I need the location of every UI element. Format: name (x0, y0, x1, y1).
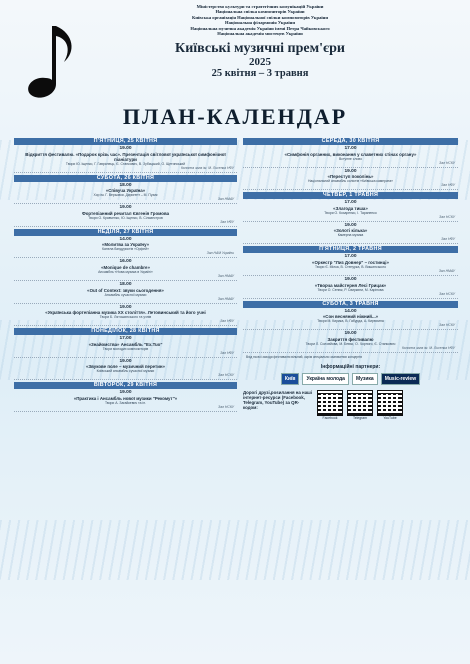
event-details: Київський ансамбль сучасної музики (96, 369, 155, 374)
event-name: «Переступ поколінь» (327, 174, 374, 180)
event-place: Зал НМАУ (438, 268, 455, 273)
festival-logo-note-icon (16, 18, 96, 108)
qr-label: YouTube (383, 415, 397, 420)
partner-logo-ukraina-moloda[interactable]: Україна молода (302, 373, 348, 385)
event-details: Твори О. Козаренко, І. Тараненко (324, 210, 377, 215)
plan-title: ПЛАН-КАЛЕНДАР (122, 104, 348, 129)
event-details: Твори Ю. Іщенко, Г. Гаврилець, Є. Станкович, В. Зубицький, О. Щетинський (65, 161, 186, 166)
event-place: Зал НСКУ (218, 373, 234, 378)
day-header: ЧЕТВЕР, 1 ТРАВНЯ (243, 192, 458, 199)
day-header: СЕРЕДА, 30 КВІТНЯ (243, 138, 458, 145)
event (14, 335, 237, 358)
event-name: «Співуча Україна» (105, 188, 146, 194)
event-name: Відкриття фестивалю. «Подарок крізь час». Презентація світлової української симфонічної піаніатури (25, 151, 226, 162)
event-place: Зал НСКУ (439, 160, 455, 165)
event-details: Твори А. Загайкевич та ін. (104, 400, 147, 405)
event-time: 18.00 (119, 281, 132, 287)
event-place: Колонна зала ім. М. Лисенка НФУ (401, 345, 455, 350)
qr-youtube[interactable] (377, 390, 403, 420)
event (243, 308, 458, 331)
social-section (243, 390, 458, 420)
qr-facebook[interactable] (317, 390, 343, 420)
event-time: 19.00 (344, 168, 357, 174)
day-block (243, 301, 458, 353)
event-name: «Сон весняний ніжний...» (322, 314, 379, 320)
decor-band (0, 520, 470, 580)
event (14, 258, 237, 281)
event (14, 358, 237, 381)
day-block (14, 175, 237, 227)
event (14, 304, 237, 327)
event-name: «Оркестр "Лиз Довнер" – гостинці» (312, 259, 389, 265)
event (14, 236, 237, 259)
event-time: 19.00 (344, 331, 357, 337)
day-header: П'ЯТНИЦЯ, 2 ТРАВНЯ (243, 246, 458, 253)
event-details: Твори Б. Лятошинського та учнів (99, 315, 152, 320)
event-name: «Знайомства» Ансамбль "Ex.Tuo" (88, 341, 163, 347)
event (14, 204, 237, 227)
event-time: 19.00 (119, 304, 132, 310)
event (243, 222, 458, 245)
event-time: 19.00 (119, 146, 132, 151)
day-header: П'ЯТНИЦЯ, 25 КВІТНЯ (14, 138, 237, 145)
event-details: Твори Є. Мілка, В. Степурка, В. Вишинського (315, 264, 386, 269)
org-line: Київська організація Національної спілки композиторів України (192, 14, 328, 20)
qr-code-icon[interactable] (317, 390, 343, 416)
event (243, 168, 458, 191)
event-name: «Молитва за Україну» (101, 242, 150, 248)
event-name: «Золоті кілька» (333, 228, 368, 234)
event (243, 276, 458, 299)
event-details: Вступне слово (338, 156, 363, 161)
event-place: Зал НМАУ (217, 273, 234, 278)
partner-logos (243, 373, 458, 385)
event-time: 16.00 (119, 259, 132, 265)
event-name: «Творча майстерня Лесі Грицак» (314, 282, 387, 288)
event-place: Зал НФУ (220, 319, 234, 324)
event-place: Зал НМАУ (217, 296, 234, 301)
event-time: 14.00 (344, 308, 357, 314)
event-place: Зал НФУ (220, 219, 234, 224)
day-block (14, 382, 237, 412)
event-details: Твори О. Кравченко, Ю. Іщенко, В. Сільвестров (88, 215, 163, 220)
event-place: Зал НФУ (220, 350, 234, 355)
festival-title: Київські музичні прем'єри (175, 41, 345, 57)
festival-dates: 25 квітня – 3 травня (211, 68, 309, 80)
qr-telegram[interactable] (347, 390, 373, 420)
event-time: 17.00 (344, 254, 357, 260)
event-name: Фортепіанний речитал Євгенія Громова (81, 210, 170, 216)
day-block (243, 192, 458, 244)
event-time: 19.00 (344, 276, 357, 282)
event (14, 389, 237, 412)
org-line: Національна спілка композиторів України (215, 9, 305, 15)
day-header: ПОНЕДІЛОК, 28 КВІТНЯ (14, 328, 237, 335)
partners-title: Інформаційні партнери: (320, 363, 381, 370)
event-place: Зал НСКУ (439, 214, 455, 219)
event (14, 281, 237, 304)
event-details: Твори молодих композиторів (102, 346, 149, 351)
day-block (14, 229, 237, 326)
event (243, 199, 458, 222)
event-time: 17.00 (344, 200, 357, 206)
right-column (243, 138, 458, 420)
org-line: Національна музична академія України імені Петра Чайковського (190, 25, 330, 31)
qr-code-icon[interactable] (377, 390, 403, 416)
org-line: Національна академія мистецтв України (217, 31, 303, 37)
event-time: 19.00 (119, 358, 132, 364)
event-name: Закриття фестивалю (327, 336, 374, 342)
festival-year: 2025 (249, 56, 271, 69)
day-header: НЕДІЛЯ, 27 КВІТНЯ (14, 229, 237, 236)
event-details: Ансамбль «Нова музика в Україні» (98, 269, 153, 274)
event-name: «Практика і Ансамбль нової музики "Рекомут"» (73, 395, 178, 401)
event-place: Зал НСКУ (439, 323, 455, 328)
partner-logo-kyiv[interactable]: Київ (281, 373, 300, 385)
event (243, 145, 458, 168)
qr-label: Facebook (322, 415, 338, 420)
event-name: «Monique de chambre» (101, 264, 150, 270)
event-details: Національний ансамбль солістів «Київська камерата» (307, 179, 394, 184)
event-time: 17.00 (344, 146, 357, 151)
social-text: Дорогі друзі,posилання на наші інтернет-ресурси (Facebook, Telegram, YouTube) за QR-кодом: (243, 389, 313, 411)
event-details: Капела бандуристів «Орфей» (102, 247, 149, 252)
event-time: 19.00 (344, 222, 357, 228)
event-place: Зал НСКУ (218, 404, 234, 409)
day-block (243, 138, 458, 190)
event (243, 253, 458, 276)
org-line: Національна філармонія України (225, 20, 295, 26)
partner-logo-music-review[interactable]: Music-review (381, 373, 420, 385)
event-place: Зал НАМ України (206, 251, 234, 256)
event-name: «Українська фортепіанна музика ХХ століття». Летовинський та його учні (45, 310, 206, 316)
partner-logo-muzyka[interactable]: Музика (352, 373, 378, 385)
event-name: «Out of Context: звуки сьогодення» (87, 287, 164, 293)
day-header: СУБОТА, 26 КВІТНЯ (14, 175, 237, 182)
event-time: 18.00 (119, 182, 132, 188)
event-time: 19.00 (119, 205, 132, 211)
event-name: «Звукове поле – музичний перетин» (85, 364, 165, 370)
day-block (14, 138, 237, 173)
day-block (14, 328, 237, 380)
event-details: Ансамбль сучасної музики (104, 292, 147, 297)
event-details: Твори Л. Соловйова, М. Бевзо, О. Чорного, Є. Станкович (305, 341, 396, 346)
event-details: Камерна музика (337, 233, 364, 238)
poster-header (120, 4, 400, 80)
qr-code-icon[interactable] (347, 390, 373, 416)
event-place: Зал НФУ (441, 237, 455, 242)
org-line: Міністерство культури та стратегічних комунікацій України (196, 4, 324, 9)
day-block (243, 246, 458, 298)
day-header: СУБОТА, 3 ТРАВНЯ (243, 301, 458, 308)
event-place: Зал НСКУ (439, 291, 455, 296)
event-details: Хор ім. Г. Верьовки. Диригент – М. Пузик (93, 193, 158, 198)
day-header: ВІВТОРОК, 29 КВІТНЯ (14, 382, 237, 389)
event-name: «Злагода тиша» (333, 205, 368, 211)
footer-note: Вхід на всі заходи фестивалю вільний, окрім спеціально зазначених концертів (246, 354, 362, 359)
qr-label: Telegram (353, 415, 367, 420)
event (243, 330, 458, 353)
event (14, 145, 237, 173)
event-time: 17.00 (119, 336, 132, 342)
event-details: Твори О. Сенюк, Р. Свиркини, М. Карінова (317, 287, 384, 292)
event-place: Зал НФУ (441, 183, 455, 188)
event-place: Колонна зала ім. М. Лисенка НФУ (180, 165, 234, 170)
event-details: Твори М. Кирика, В. Габурда, А. Кирюхина (317, 319, 384, 324)
event-time: 14.00 (119, 236, 132, 242)
event-place: Зал НМАУ (217, 197, 234, 202)
left-column (14, 138, 237, 414)
event (14, 182, 237, 205)
event-time: 19.00 (119, 390, 132, 396)
event-name: «Симфонія органних, виконання у славетних стінах органу» (284, 151, 417, 157)
